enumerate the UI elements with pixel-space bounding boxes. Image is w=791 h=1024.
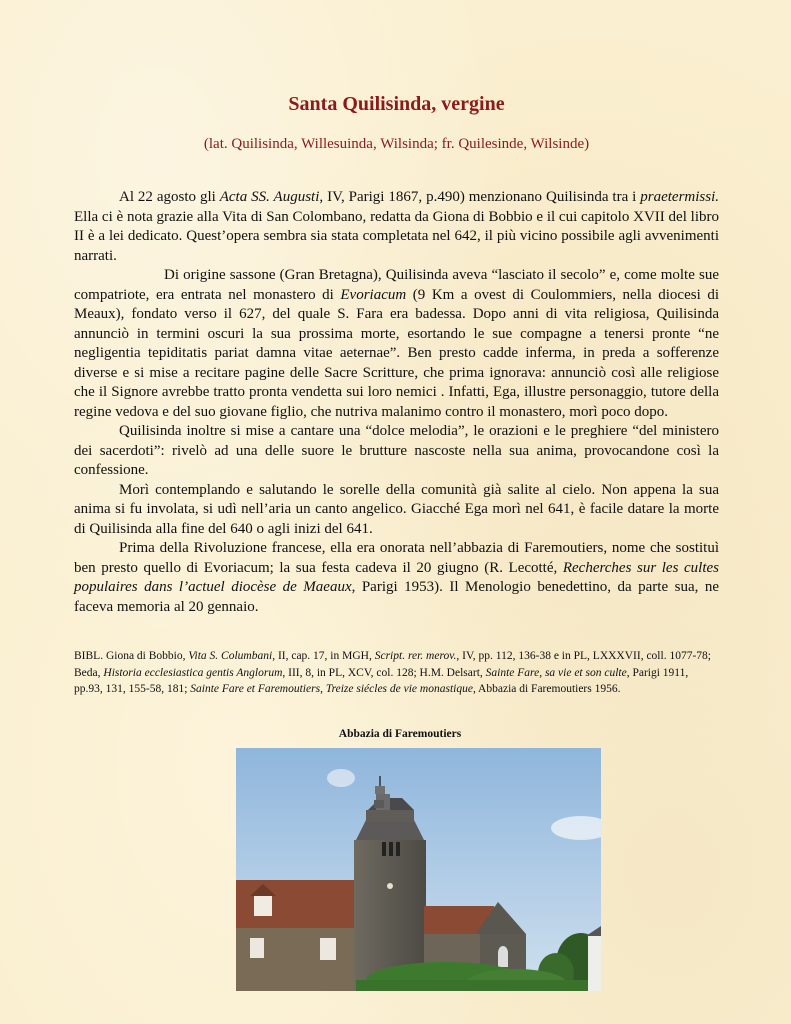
paragraph-1-italic-praetermissi: praetermissi. bbox=[640, 189, 720, 205]
bibl-text-c: , II, cap. 17, in MGH, bbox=[272, 650, 375, 662]
bibl-text-i: , Parigi 1911, pp.93, 131, 155-58, 181; bbox=[74, 666, 689, 695]
abbey-photo bbox=[236, 748, 601, 991]
bibl-italic-treize: Treize siécles de vie monastique bbox=[325, 683, 473, 695]
paragraph-2-text-a: Di origine sassone (Gran Bretagna), Quilisinda aveva “lasciato il secolo” e, come molte sue compatriote, era entrata nel monastero di bbox=[74, 267, 719, 303]
bibl-text-k: , bbox=[320, 683, 326, 695]
paragraph-2-italic-evoriacum: Evoriacum bbox=[340, 286, 407, 303]
paragraph-5 bbox=[74, 539, 719, 617]
bibl-text-g: , III, 8, in PL, XCV, col. 128; H.M. Delsart, bbox=[282, 666, 486, 679]
bibl-text-e: , IV, pp. 112, 136-38 e in PL, LXXXVII, coll. 1077-78; Beda, bbox=[74, 650, 711, 679]
article-body bbox=[74, 188, 719, 617]
paragraph-2-text-c: (9 Km a ovest di Coulommiers, nella diocesi di Meaux), fondato verso il 627, del quale S. Fara era badessa. Dopo anni di vita religiosa, Quilisinda annunciò in termini oscuri la sua prossima morte, esortando le sue compagne a tenersi pronte “ne negligentia tepiditatis pariat damna vitae aeternae”. Ben presto cadde inferma, in preda a sofferenze diverse e si mise a recitare pagine delle Sacre Scritture, che prima ignorava: annunciò così alle religiose che il Signore avrebbe tratto pronta vendetta sui loro nemici . Infatti, Ega, illustre personaggio, tutore della regine vedova e del suo giovane figlio, che nutriva malanimo contro il monastero, morì poco dopo. bbox=[74, 286, 719, 420]
page-title: Santa Quilisinda, vergine bbox=[288, 93, 505, 115]
paragraph-2 bbox=[74, 266, 719, 422]
paragraph-1 bbox=[74, 188, 719, 266]
paragraph-1-text-e: Ella ci è nota grazie alla Vita di San Colombano, redatta da Giona di Bobbio e il cui capitolo XVII del libro II è a lei dedicato. Quest’opera sembra sia stata completata nel 642, il più vicino possibile agli avvenimenti narrati. bbox=[74, 208, 719, 264]
paragraph-3: Quilisinda inoltre si mise a cantare una “dolce melodia”, le orazioni e le preghiere “del ministero dei sacerdoti”: rivelò ad una delle suore le brutture nascoste nella sua anima, provocandone così la confessione. bbox=[74, 423, 719, 478]
bibl-italic-vita: Vita S. Columbani bbox=[188, 650, 273, 662]
bibl-italic-historia: Historia ecclesiastica gentis Anglorum bbox=[103, 666, 283, 679]
bibl-italic-script: Script. rer. merov. bbox=[374, 650, 457, 662]
photo-caption: Abbazia di Faremoutiers bbox=[338, 728, 462, 740]
bibl-italic-sainte-fare: Sainte Fare, sa vie et son culte bbox=[485, 666, 627, 679]
paragraph-1-text-a: Al 22 agosto gli bbox=[119, 189, 220, 205]
bibl-text-a: BIBL. Giona di Bobbio, bbox=[74, 650, 189, 662]
left-wall bbox=[236, 928, 356, 991]
bibliography bbox=[74, 648, 719, 698]
paragraph-1-italic-acta: Acta SS. Augusti bbox=[219, 189, 320, 205]
paragraph-4: Morì contemplando e salutando le sorelle della comunità già salite al cielo. Non appena la sua anima si fu involata, si udì nell’aria un canto angelico. Giacché Ega morì nel 641, è facile datare la morte di Quilisinda alla fine del 640 o agli inizi del 641. bbox=[74, 481, 719, 537]
bibl-text-m: , Abbazia di Faremoutiers 1956. bbox=[472, 683, 621, 695]
page-subtitle: (lat. Quilisinda, Willesuinda, Wilsinda; fr. Quilesinde, Wilsinde) bbox=[203, 136, 590, 152]
paragraph-5-italic-recherches: Recherches sur les cultes populaires dans l’actuel diocèse de Maeaux bbox=[74, 559, 719, 595]
paragraph-1-text-c: , IV, Parigi 1867, p.490) menzionano Quilisinda tra i bbox=[319, 189, 641, 205]
paragraph-5-text-c: , Parigi 1953). Il Menologio benedettino, da parte sua, ne faceva memoria al 20 gennaio. bbox=[74, 579, 719, 615]
bibl-italic-faremoutiers: Sainte Fare et Faremoutiers bbox=[190, 683, 321, 695]
paragraph-5-text-a: Prima della Rivoluzione francese, ella era onorata nell’abbazia di Faremoutiers, nome che sostituì ben presto quello di Evoriacum; la sua festa cadeva il 20 giugno (R. Lecotté, bbox=[74, 540, 719, 576]
